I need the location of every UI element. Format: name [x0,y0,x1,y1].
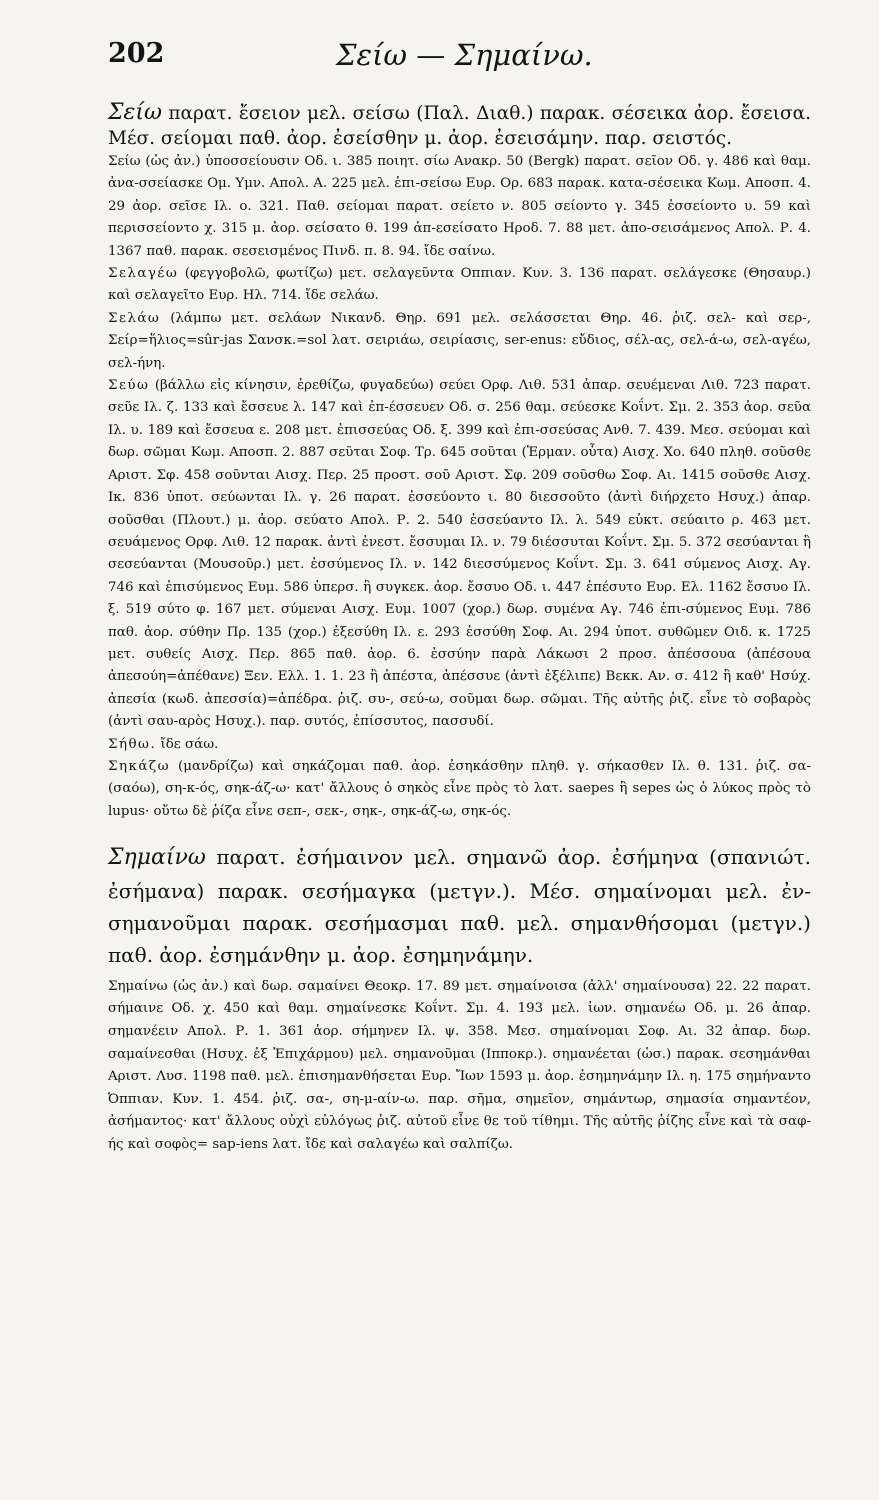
entry-semaino [108,841,811,1156]
entry-text: (βάλλω εἰς κίνησιν, ἐρεθίζω, φυγαδεύω) σεύει Ορφ. Λιθ. 531 ἀπαρ. σευέμεναι Λιθ. 723 παρατ. σεῦε Ιλ. ζ. 133 καὶ ἔσσευε λ. 147 καὶ ἐπ-έσσευεν Οδ. σ. 256 θαμ. σεύεσκε Κοΐντ. Σμ. 2. 353 ἀορ. σεῦα Ιλ. υ. 189 καὶ ἔσσευα ε. 208 μετ. ἐπισσεύας Οδ. ξ. 399 καὶ ἐπι-σσεύσας Ανθ. 7. 439. Μεσ. σεύομαι καὶ δωρ. σῶμαι Κωμ. Αποσπ. 2. 887 σεῦται Σοφ. Τρ. 645 σοῦται (Ἑρμαν. οὗτα) Αισχ. Χο. 640 πληθ. σοῦσθε Αριστ. Σφ. 458 σοῦνται Αισχ. Περ. 25 προστ. σοῦ Αριστ. Σφ. 209 σοῦσθω Σοφ. Αι. 1415 σοῦσθε Αισχ. Ικ. 836 ὑποτ. σεύωνται Ιλ. γ. 26 παρατ. ἐσσεύοντο ι. 80 διεσσοῦτο (ἀντὶ διήρχετο Ησυχ.) ἀπαρ. σοῦσθαι (Πλουτ.) μ. ἀορ. σεύατο Απολ. Ρ. 2. 540 ἐσσεύαντο Ιλ. λ. 549 εὐκτ. σεύαιτο ρ. 463 μετ. σευάμενος Ορφ. Λιθ. 12 παρακ. ἀντὶ ἐνεστ. ἔσσυμαι Ιλ. ν. 79 διέσσυται Κοΐντ. Σμ. 5. 372 σεσύανται ἢ σεσεύανται (Μουσοῦρ.) μετ. ἐσσύμενος Ιλ. ν. 142 διεσσύμενος Κοΐντ. Σμ. 3. 641 σύμενος Αισχ. Αγ. 746 καὶ ἐπισύμενος Ευμ. 586 ὑπερσ. ἢ συγκεκ. ἀορ. ἔσσυο Οδ. ι. 447 ἐπέσυτο Ευρ. Ελ. 1162 ἔσσυο Ιλ. ξ. 519 σύτο φ. 167 μετ. σύμεναι Αισχ. Ευμ. 1007 (χορ.) δωρ. συμένα Αγ. 746 ἐπι-σύμενος Ευμ. 786 παθ. ἀορ. σύθην Πρ. 135 (χορ.) ἐξεσύθη Ιλ. ε. 293 ἐσσύθη Σοφ. Αι. 294 ὑποτ. συθῶμεν Οιδ. κ. 1725 μετ. συθείς Αισχ. Περ. 865 παθ. ἀορ. 6. ἐσσύην παρὰ Λάκωσι 2 προσ. ἀπέσσουα (ἀπέσουα ἀπεσούη=ἀπέθανε) Ξεν. Ελλ. 1. 1. 23 ἢ ἀπέστα, ἀπέσσυε (ἀντὶ ἐξέλιπε) Βεκκ. Αν. σ. 412 ἢ καθ' Ησύχ. ἀπεσία (κωδ. ἀπεσσία)=ἀπέδρα. ῥιζ. συ-, σεύ-ω, σοῦμαι δωρ. σῶμαι. Τῆς αὐτῆς ῥιζ. εἶνε τὸ σοβαρὸς (ἀντὶ σαυ-αρὸς Ησυχ.). παρ. συτός, ἐπίσσυτος, πασσυδί. [108,378,811,730]
running-head: Σείω — Σημαίνω. [336,38,593,72]
entry-headword: Σηκάζω [108,758,171,774]
entry-headword: Σελάω [108,310,161,326]
entry-text: (μανδρίζω) καὶ σηκάζομαι παθ. ἀορ. ἐσηκάσθην πληθ. γ. σήκασθεν Ιλ. θ. 131. ῥιζ. σα- (σαόω), ση-κ-ός, σηκ-άζ-ω· κατ' ἄλλους ὁ σηκὸς εἶνε πρὸς τὸ λατ. saepes ἢ sepes ὡς ὁ λύκος πρὸς τὸ lupus· οὕτω δὲ ῥίζα εἶνε σεπ-, σεκ-, σηκ-, σηκ-άζ-ω, σηκ-ός. [108,758,811,819]
entry-lead [108,100,811,151]
entry-seio [108,100,811,263]
entry-headword: Σεύω [108,378,150,394]
entry-seuo [108,375,811,734]
page-number: 202 [108,38,165,69]
page-header [108,38,811,92]
entry-headword: Σελαγέω [108,266,179,282]
entry-selageo [108,263,811,308]
entry-headword: Σείω [108,100,162,125]
entry-text: (φεγγοβολῶ, φωτίζω) μετ. σελαγεῦντα Οππιαν. Κυν. 3. 136 παρατ. σελάγεσκε (Θησαυρ.) καὶ σελαγεῖτο Ευρ. Ηλ. 714. ἴδε σελάω. [108,266,811,304]
entry-citations: Σείω (ὡς ἀν.) ὑποσσείουσιν Οδ. ι. 385 ποιητ. σίω Ανακρ. 50 (Bergk) παρατ. σεῖον Οδ. γ. 486 καὶ θαμ. ἀνα-σσείασκε Ομ. Υμν. Απολ. Α. 225 μελ. ἐπι-σείσω Ευρ. Ορ. 683 παρακ. κατα-σέσεικα Κωμ. Αποσπ. 4. 29 ἀορ. σεῖσε Ιλ. ο. 321. Παθ. σείομαι παρατ. σείετο ν. 805 σείοντο γ. 345 ἐσσείοντο υ. 59 καὶ περισσείοντο χ. 315 μ. ἀορ. σείσατο θ. 199 ἀπ-εσείσατο Ηροδ. 7. 88 μετ. ἀπο-σεισάμενος Απολ. Ρ. 4. 1367 παθ. παρακ. σεσεισμένος Πινδ. π. 8. 94. ἴδε σαίνω. [108,154,811,259]
entry-principal-parts: παρατ. ἐσήμαινον μελ. σημανῶ ἀορ. ἐσήμηνα (σπανιώτ. ἐσήμανα) παρακ. σεσήμαγκα (μετγν.). Μέσ. σημαίνομαι μελ. ἐν-σημανοῦμαι παρακ. σεσήμασμαι παθ. μελ. σημανθήσομαι (μετγν.) παθ. ἀορ. ἐσημάνθην μ. ἀορ. ἐσημηνάμην. [108,845,812,968]
entry-sekazo [108,756,811,823]
entry-lead [108,841,811,972]
entry-principal-parts: παρατ. ἔσειον μελ. σείσω (Παλ. Διαθ.) παρακ. σέσεικα ἀορ. ἔσεισα. Μέσ. σείομαι παθ. ἀορ. ἐσείσθην μ. ἀορ. ἐσεισάμην. παρ. σειστός. [108,103,811,149]
entry-selao [108,308,811,375]
entry-setho [108,734,811,756]
entry-headword: Σημαίνω [108,845,206,871]
entry-text: ἴδε σάω. [160,736,219,752]
entry-text: (λάμπω μετ. σελάων Νικανδ. Θηρ. 691 μελ. σελάσσεται Θηρ. 46. ῥιζ. σελ- καὶ σερ-, Σείρ=ἥλιος=sûr-jas Σανσκ.=sol λατ. σειριάω, σειρίασις, ser-enus: εὔδιος, σέλ-ας, σελ-ά-ω, σελ-αγέω, σελ-ήνη. [108,310,811,371]
entry-headword: Σήθω. [108,736,157,752]
entry-citations: Σημαίνω (ὡς ἀν.) καὶ δωρ. σαμαίνει Θεοκρ. 17. 89 μετ. σημαίνοισα (ἀλλ' σημαίνουσα) 22. 22 παρατ. σήμαινε Οδ. χ. 450 καὶ θαμ. σημαίνεσκε Κοΐντ. Σμ. 4. 193 μελ. ἰων. σημανέω Οδ. μ. 26 ἀπαρ. σημανέειν Απολ. Ρ. 1. 361 ἀορ. σήμηνεν Ιλ. ψ. 358. Μεσ. σημαίνομαι Σοφ. Αι. 32 ἀπαρ. δωρ. σαμαίνεσθαι (Ησυχ. ἐξ Ἐπιχάρμου) μελ. σημανοῦμαι (Ιπποκρ.). σημανέεται (ὡσ.) παρακ. σεσημάνθαι Αριστ. Λυσ. 1198 παθ. μελ. ἐπισημανθήσεται Ευρ. Ἴων 1593 μ. ἀορ. ἐσημηνάμην Ιλ. η. 175 σημήναντο Ὀππιαν. Κυν. 1. 454. ῥιζ. σα-, ση-μ-αίν-ω. παρ. σῆμα, σημεῖον, σημάντωρ, σημασία σημαντέον, ἀσήμαντος· κατ' ἄλλους οὐχὶ εὐλόγως ῥιζ. αὐτοῦ εἶνε θε τοῦ τίθημι. Τῆς αὐτῆς ῥίζης εἶνε καὶ τὰ σαφ-ής καὶ σοφὸς= sap-iens λατ. ἴδε καὶ σαλαγέω καὶ σαλπίζω. [108,978,811,1152]
